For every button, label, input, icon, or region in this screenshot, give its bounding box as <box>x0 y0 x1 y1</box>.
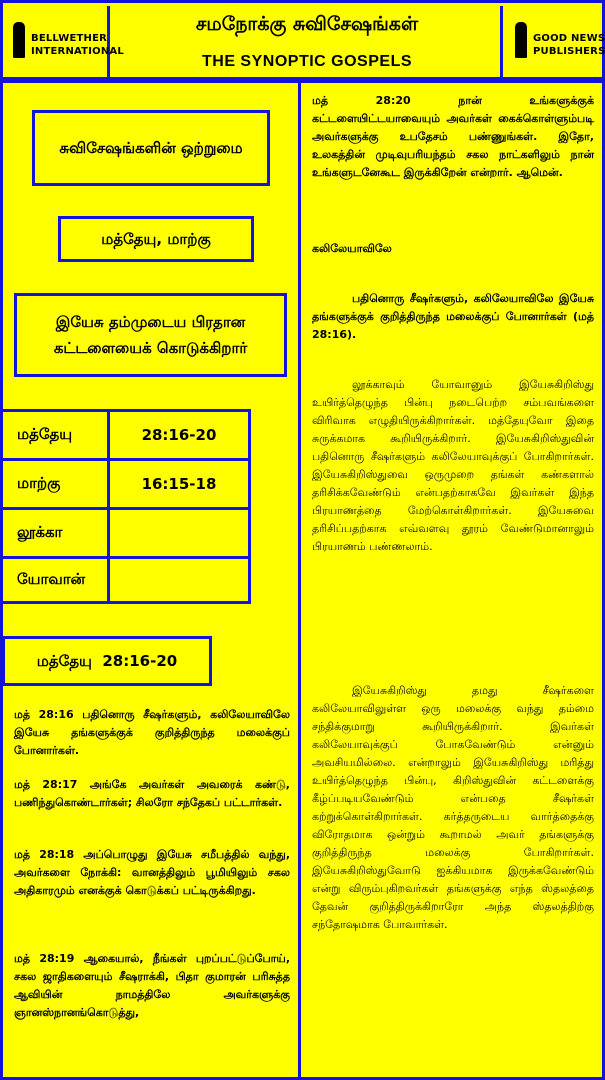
verse-28-19: மத் 28:19 ஆகையால், நீங்கள் புறப்பட்டுப்போய், சகல ஜாதிகளையும் சீஷராக்கி, பிதா குமாரன் பரிசுத்த ஆவியின் நாமத்திலே அவர்களுக்கு ஞானஸ்நானங்கொடுத்து, <box>14 952 290 1019</box>
passage-heading-text: மத்தேயு 28:16-20 <box>36 652 178 670</box>
table-ref-cell <box>107 556 251 604</box>
verse-28-20: மத் 28:20 நான் உங்களுக்குக் கட்டளையிட்டயாவையும் அவர்கள் கைக்கொள்ளும்படி அவர்களுக்கு உபதேசம் பண்ணுங்கள். இதோ, உலகத்தின் முடிவுபரியந்தம் சகல நாட்களிலும் நான் உங்களுடனேகூட இருக்கிறேன் என்றார். ஆமென். <box>312 94 594 179</box>
box-section-title <box>14 293 287 377</box>
book-name: மத்தேயு <box>17 425 73 443</box>
right-logo-line-1: GOOD NEWS <box>533 33 605 44</box>
left-logo-line-2: INTERNATIONAL <box>31 46 124 57</box>
box-gospel-harmony <box>32 110 270 186</box>
book-name: லூக்கா <box>17 523 63 541</box>
passage-heading <box>2 636 212 686</box>
commentary-paragraph-1: லூக்காவும் யோவானும் இயேசுகிறிஸ்து உயிர்த்தெழுந்த பின்பு நடைபெற்ற சம்பவங்களை விரிவாக எழுதியிருக்கிறார்கள். மத்தேயுவோ இதை சுருக்கமாக கூறியிருக்கிறார். இயேசுகிறிஸ்துவின் பதினொரு சீஷர்களும் கலிலேயாவுக்குப் போகிறார்கள். இயேசுகிறிஸ்துவை ஒருமுறை தங்கள் கண்களால் தரிசிக்கவேண்டும் என்பதற்காகவே இவர்கள் இந்த பிரயாணத்தை மேற்கொள்கிறார்கள். இயேசுவை தரிசிப்பதற்காக எவ்வளவு தூரம் வேண்டுமானாலும் பிரயாணம் பண்ணலாம். <box>312 378 594 553</box>
box-books <box>58 216 254 262</box>
table-ref-cell <box>107 409 251 461</box>
verse-28-16: மத் 28:16 பதினொரு சீஷர்களும், கலிலேயாவிலே இயேசு தங்களுக்குக் குறித்திருந்த மலைக்குப் போனார்கள். <box>14 708 290 757</box>
title-english: THE SYNOPTIC GOSPELS <box>201 53 413 70</box>
section-heading: கலிலேயாவிலே <box>312 242 392 255</box>
table-ref-cell <box>107 458 251 510</box>
good-news-logo <box>500 6 605 80</box>
left-logo-line-1: BELLWETHER <box>31 33 108 44</box>
header-bar <box>0 0 605 80</box>
table-ref-cell <box>107 507 251 559</box>
person-silhouette-icon <box>13 22 25 58</box>
box-books-text: மத்தேயு, மாற்கு <box>101 230 211 248</box>
ref-value: 28:16-20 <box>141 426 217 444</box>
intro-paragraph: பதினொரு சீஷர்களும், கலிலேயாவிலே இயேசு தங்களுக்குக் குறித்திருந்த மலைக்குப் போனார்கள் (மத் 28:16). <box>312 292 594 341</box>
ref-value: 16:15-18 <box>141 475 217 493</box>
commentary-paragraph-2: இயேசுகிறிஸ்து தமது சீஷர்களை கலிலேயாவிலுள்ள ஒரு மலைக்கு வந்து தம்மை சந்திக்குமாறு கூறியிருக்கிறார். இவர்கள் கலிலேயாவுக்குப் போகவேண்டும் என்னும் அவசியமில்லை. என்றாலும் இயேசுகிறிஸ்து மரித்து உயிர்த்தெழுந்த பின்பு, கிறிஸ்துவின் கட்டளைக்கு கீழ்ப்படியவேண்டும் என்பதை சீஷர்கள் கற்றுக்கொள்கிறார்கள். கர்த்தருடைய வார்த்தைக்கு விரோதமாக ஒன்றும் கூறாமல் அவர் தங்களுக்கு குறித்திருந்த மலைக்கு போகிறார்கள். இயேசுகிறிஸ்துவோடு ஐக்கியமாக இருக்கவேண்டும் என்று விரும்புகிறவர்கள் தங்களுக்கு எந்த ஸ்தலத்தை தேவன் குறித்திருக்கிறாரோ அந்த ஸ்தலத்திற்கு சந்தோஷமாக போவார்கள். <box>312 684 594 931</box>
person-silhouette-icon <box>515 22 527 58</box>
box-section-title-text: இயேசு தம்முடைய பிரதான கட்டளையைக் கொடுக்கிறார் <box>53 313 248 357</box>
right-logo-line-2: PUBLISHERS <box>533 46 605 57</box>
table-book-cell <box>0 458 110 510</box>
bellwether-logo <box>3 6 124 80</box>
table-book-cell <box>0 507 110 559</box>
table-book-cell <box>0 556 110 604</box>
box-gospel-harmony-text: சுவிசேஷங்களின் ஒற்றுமை <box>59 139 243 157</box>
table-book-cell <box>0 409 110 461</box>
title-tamil: சமநோக்கு சுவிசேஷங்கள் <box>195 13 419 35</box>
verse-28-17: மத் 28:17 அங்கே அவர்கள் அவரைக் கண்டு, பணிந்துகொண்டார்கள்; சிலரோ சந்தேகப் பட்டார்கள். <box>14 778 290 809</box>
book-name: மாற்கு <box>17 474 61 492</box>
verse-28-18: மத் 28:18 அப்பொழுது இயேசு சமீபத்தில் வந்து, அவர்களை நோக்கி: வானத்திலும் பூமியிலும் சகல அதிகாரமும் எனக்குக் கொடுக்கப் பட்டிருக்கிறது. <box>14 848 290 897</box>
book-name: யோவான் <box>17 570 86 588</box>
